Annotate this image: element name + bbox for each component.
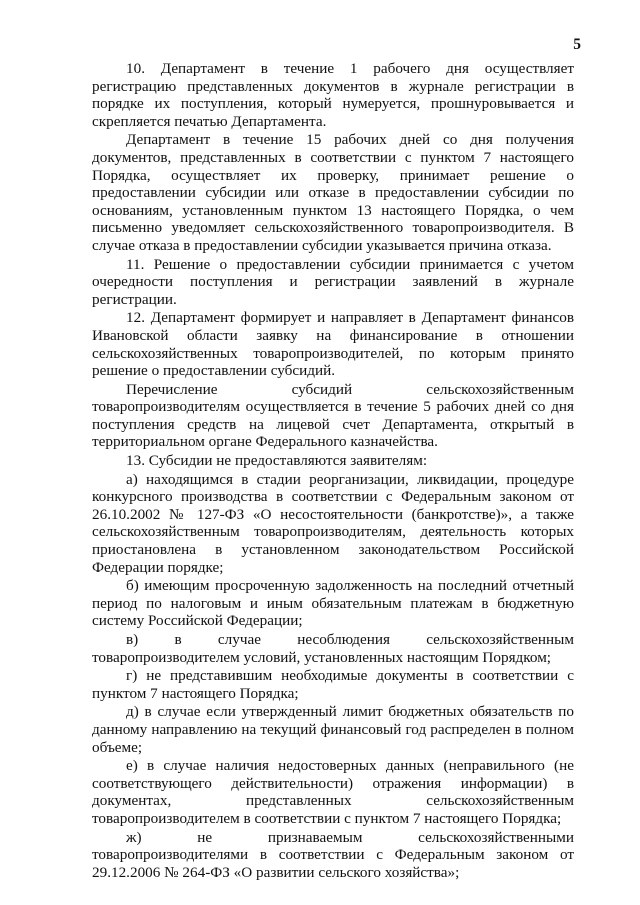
page-number: 5 [573, 36, 581, 53]
list-item-b: б) имеющим просроченную задолженность на последний отчетный период по налоговым и иным обязательным платежам в бюджетную систему Российской Федерации; [92, 577, 574, 630]
paragraph-11-order-of-decision: 11. Решение о предоставлении субсидии принимается с учетом очередности поступления и регистрации заявлений в журнале регистрации. [92, 255, 574, 308]
document-body [92, 60, 574, 881]
list-item-a: а) находящимся в стадии реорганизации, ликвидации, процедуре конкурсного производства в соответствии с Федеральным законом от 26.10.2002 № 127-ФЗ «О несостоятельности (банкротстве)», а также сельскохозяйственным товаропроизводителям, деятельность которых приостановлена в установленном законодательством Российской Федерации порядке; [92, 470, 574, 576]
paragraph-12-funding-request: 12. Департамент формирует и направляет в Департамент финансов Ивановской области заявку на финансирование в отношении сельскохозяйственных товаропроизводителей, по которым принято решение о предоставлении субсидий. [92, 309, 574, 380]
paragraph-review-decision: Департамент в течение 15 рабочих дней со дня получения документов, представленных в соответствии с пунктом 7 настоящего Порядка, осуществляет их проверку, принимает решение о предоставлении субсидии или отказе в предоставлении субсидии по основаниям, установленным пунктом 13 настоящего Порядка, о чем письменно уведомляет сельскохозяйственного товаропроизводителя. В случае отказа в предоставлении субсидии указывается причина отказа. [92, 131, 574, 254]
list-item-zh: ж) не признаваемым сельскохозяйственными товаропроизводителями в соответствии с Федеральным законом от 29.12.2006 № 264-ФЗ «О развитии сельского хозяйства»; [92, 828, 574, 881]
paragraph-transfer-of-subsidies: Перечисление субсидий сельскохозяйственным товаропроизводителям осуществляется в течение 5 рабочих дней со дня поступления средств на лицевой счет Департамента, открытый в территориальном органе Федерального казначейства. [92, 380, 574, 451]
list-item-v: в) в случае несоблюдения сельскохозяйственным товаропроизводителем условий, установленных настоящим Порядком; [92, 631, 574, 666]
list-item-d: д) в случае если утвержденный лимит бюджетных обязательств по данному направлению на текущий финансовый год распределен в полном объеме; [92, 703, 574, 756]
list-item-e: е) в случае наличия недостоверных данных (неправильного (не соответствующего действительности) отражения информации) в документах, представленных сельскохозяйственным товаропроизводителем в соответствии с пунктом 7 настоящего Порядка; [92, 757, 574, 827]
paragraph-10-registration: 10. Департамент в течение 1 рабочего дня осуществляет регистрацию представленных документов в журнале регистрации в порядке их поступления, который нумеруется, прошнуровывается и скрепляется печатью Департамента. [92, 60, 574, 130]
paragraph-13-refusal-grounds: 13. Субсидии не предоставляются заявителям: [126, 452, 428, 470]
list-item-g: г) не представившим необходимые документы в соответствии с пунктом 7 настоящего Порядка; [92, 667, 574, 702]
